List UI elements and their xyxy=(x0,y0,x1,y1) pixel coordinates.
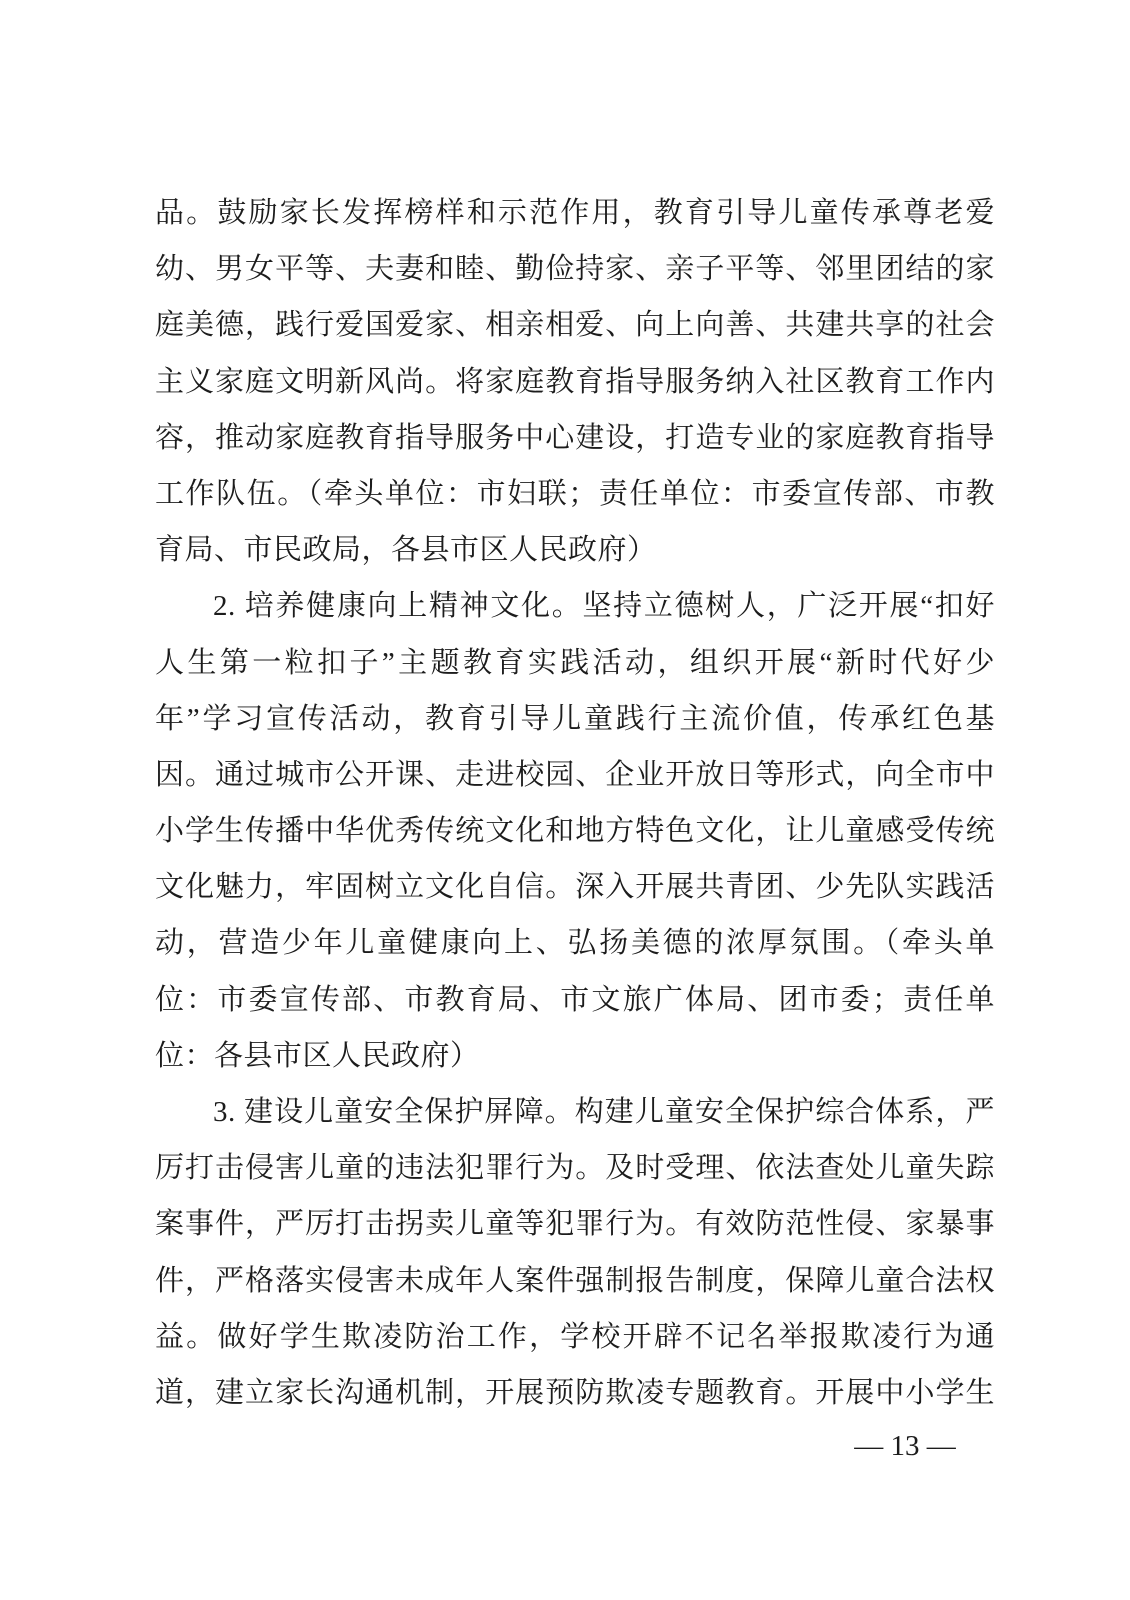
text-line: 幼、男女平等、夫妻和睦、勤俭持家、亲子平等、邻里团结的家 xyxy=(155,253,995,286)
page-number: — 13 — xyxy=(854,1430,956,1462)
text-line: 案事件，严厉打击拐卖儿童等犯罪行为。有效防范性侵、家暴事 xyxy=(155,1208,995,1241)
body-text xyxy=(155,185,995,1421)
text-line: 2. 培养健康向上精神文化。坚持立德树人，广泛开展“扣好 xyxy=(213,590,995,623)
text-line: 件，严格落实侵害未成年人案件强制报告制度，保障儿童合法权 xyxy=(155,1264,995,1297)
text-line: 文化魅力，牢固树立文化自信。深入开展共青团、少先队实践活 xyxy=(155,871,995,904)
text-line: 容，推动家庭教育指导服务中心建设，打造专业的家庭教育指导 xyxy=(155,421,995,454)
text-line: 道，建立家长沟通机制，开展预防欺凌专题教育。开展中小学生 xyxy=(155,1376,995,1409)
text-line: 益。做好学生欺凌防治工作，学校开辟不记名举报欺凌行为通 xyxy=(155,1320,995,1353)
text-line: 年”学习宣传活动，教育引导儿童践行主流价值，传承红色基 xyxy=(155,702,995,735)
text-line: 厉打击侵害儿童的违法犯罪行为。及时受理、依法查处儿童失踪 xyxy=(155,1152,995,1185)
text-line: 育局、市民政局，各县市区人民政府） xyxy=(155,534,657,567)
text-line: 动，营造少年儿童健康向上、弘扬美德的浓厚氛围。（牵头单 xyxy=(155,927,995,960)
text-line: 位：各县市区人民政府） xyxy=(155,1039,480,1072)
text-line: 位：市委宣传部、市教育局、市文旅广体局、团市委；责任单 xyxy=(155,983,995,1016)
text-line: 3. 建设儿童安全保护屏障。构建儿童安全保护综合体系，严 xyxy=(213,1096,995,1128)
text-line: 因。通过城市公开课、走进校园、企业开放日等形式，向全市中 xyxy=(155,758,995,791)
text-line: 工作队伍。（牵头单位：市妇联；责任单位：市委宣传部、市教 xyxy=(155,477,995,510)
text-line: 品。鼓励家长发挥榜样和示范作用，教育引导儿童传承尊老爱 xyxy=(155,197,995,229)
text-line: 小学生传播中华优秀传统文化和地方特色文化，让儿童感受传统 xyxy=(155,815,995,848)
text-line: 人生第一粒扣子”主题教育实践活动，组织开展“新时代好少 xyxy=(155,646,995,679)
text-line: 主义家庭文明新风尚。将家庭教育指导服务纳入社区教育工作内 xyxy=(155,365,995,398)
text-line: 庭美德，践行爱国爱家、相亲相爱、向上向善、共建共享的社会 xyxy=(155,309,995,342)
